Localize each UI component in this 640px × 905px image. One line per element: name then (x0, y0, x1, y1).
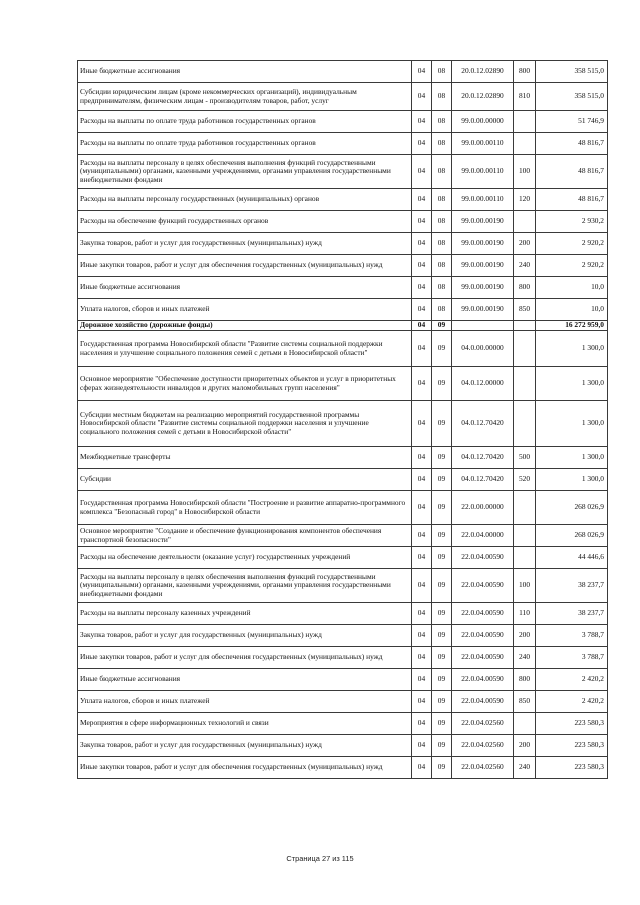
cell-section: 04 (412, 691, 432, 713)
table-row (78, 321, 608, 331)
cell-subsection: 08 (432, 133, 452, 155)
budget-table-container (77, 60, 607, 779)
cell-target-article: 99.0.00.00190 (452, 277, 514, 299)
cell-target-article: 99.0.00.00110 (452, 155, 514, 189)
cell-expense-type: 800 (514, 277, 536, 299)
cell-target-article: 04.0.12.70420 (452, 447, 514, 469)
cell-name: Дорожное хозяйство (дорожные фонды) (78, 321, 412, 331)
cell-section: 04 (412, 603, 432, 625)
cell-subsection: 09 (432, 669, 452, 691)
cell-subsection: 09 (432, 321, 452, 331)
cell-amount: 3 788,7 (536, 625, 608, 647)
cell-target-article: 20.0.12.02890 (452, 83, 514, 111)
table-row (78, 233, 608, 255)
cell-amount: 3 788,7 (536, 647, 608, 669)
cell-target-article (452, 321, 514, 331)
cell-expense-type (514, 321, 536, 331)
cell-amount: 10,0 (536, 277, 608, 299)
cell-expense-type (514, 401, 536, 447)
cell-section: 04 (412, 401, 432, 447)
cell-name: Расходы на обеспечение деятельности (оказание услуг) государственных учреждений (78, 547, 412, 569)
cell-section: 04 (412, 547, 432, 569)
cell-section: 04 (412, 735, 432, 757)
cell-section: 04 (412, 277, 432, 299)
cell-subsection: 09 (432, 569, 452, 603)
table-row (78, 547, 608, 569)
table-row (78, 61, 608, 83)
cell-name: Уплата налогов, сборов и иных платежей (78, 299, 412, 321)
cell-target-article: 04.0.00.00000 (452, 331, 514, 367)
cell-target-article: 99.0.00.00110 (452, 189, 514, 211)
cell-subsection: 08 (432, 299, 452, 321)
cell-amount: 1 300,0 (536, 469, 608, 491)
cell-name: Иные закупки товаров, работ и услуг для обеспечения государственных (муниципальных) нужд (78, 757, 412, 779)
cell-expense-type: 240 (514, 757, 536, 779)
cell-target-article: 99.0.00.00190 (452, 299, 514, 321)
cell-amount: 2 920,2 (536, 255, 608, 277)
cell-amount: 2 420,2 (536, 669, 608, 691)
cell-amount: 48 816,7 (536, 189, 608, 211)
cell-target-article: 22.0.04.00590 (452, 603, 514, 625)
cell-amount: 1 300,0 (536, 401, 608, 447)
cell-name: Иные бюджетные ассигнования (78, 669, 412, 691)
cell-section: 04 (412, 469, 432, 491)
cell-target-article: 99.0.00.00190 (452, 233, 514, 255)
cell-amount: 38 237,7 (536, 603, 608, 625)
table-row (78, 491, 608, 525)
cell-expense-type: 100 (514, 155, 536, 189)
cell-section: 04 (412, 669, 432, 691)
cell-subsection: 08 (432, 233, 452, 255)
cell-expense-type: 850 (514, 299, 536, 321)
table-row (78, 647, 608, 669)
cell-subsection: 09 (432, 547, 452, 569)
cell-subsection: 09 (432, 691, 452, 713)
cell-expense-type (514, 331, 536, 367)
cell-section: 04 (412, 491, 432, 525)
cell-name: Иные бюджетные ассигнования (78, 61, 412, 83)
cell-name: Расходы на выплаты по оплате труда работников государственных органов (78, 111, 412, 133)
table-row (78, 331, 608, 367)
cell-target-article: 22.0.04.00590 (452, 691, 514, 713)
cell-target-article: 99.0.00.00190 (452, 255, 514, 277)
cell-expense-type (514, 547, 536, 569)
cell-expense-type (514, 111, 536, 133)
table-row (78, 713, 608, 735)
cell-target-article: 99.0.00.00110 (452, 133, 514, 155)
table-row (78, 155, 608, 189)
cell-target-article: 22.0.00.00000 (452, 491, 514, 525)
cell-target-article: 99.0.00.00000 (452, 111, 514, 133)
cell-section: 04 (412, 647, 432, 669)
table-row (78, 299, 608, 321)
table-row (78, 447, 608, 469)
cell-expense-type: 520 (514, 469, 536, 491)
cell-expense-type (514, 491, 536, 525)
cell-amount: 223 580,3 (536, 757, 608, 779)
cell-amount: 1 300,0 (536, 331, 608, 367)
cell-section: 04 (412, 569, 432, 603)
cell-subsection: 09 (432, 713, 452, 735)
table-row (78, 569, 608, 603)
page-footer: Страница 27 из 115 (286, 854, 354, 863)
cell-amount: 268 026,9 (536, 491, 608, 525)
cell-name: Расходы на выплаты персоналу в целях обеспечения выполнения функций государственными (муниципальными) органами, казенными учреждениями, органами управления государственными внебюджетными фондами (78, 569, 412, 603)
cell-name: Субсидии местным бюджетам на реализацию мероприятий государственной программы Новосибирской области "Развитие системы социальной поддержки населения и улучшение социального положения семей с детьми в Новосибирской области" (78, 401, 412, 447)
cell-target-article: 04.0.12.70420 (452, 401, 514, 447)
cell-name: Иные закупки товаров, работ и услуг для обеспечения государственных (муниципальных) нужд (78, 255, 412, 277)
cell-subsection: 09 (432, 647, 452, 669)
cell-subsection: 09 (432, 367, 452, 401)
cell-section: 04 (412, 367, 432, 401)
table-row (78, 691, 608, 713)
budget-table (77, 60, 608, 779)
cell-subsection: 09 (432, 625, 452, 647)
cell-target-article: 22.0.04.02560 (452, 757, 514, 779)
budget-table-body (78, 61, 608, 779)
cell-section: 04 (412, 189, 432, 211)
cell-name: Иные закупки товаров, работ и услуг для обеспечения государственных (муниципальных) нужд (78, 647, 412, 669)
cell-subsection: 09 (432, 401, 452, 447)
table-row (78, 401, 608, 447)
cell-section: 04 (412, 321, 432, 331)
cell-expense-type: 100 (514, 569, 536, 603)
table-row (78, 255, 608, 277)
cell-subsection: 09 (432, 603, 452, 625)
cell-name: Закупка товаров, работ и услуг для государственных (муниципальных) нужд (78, 625, 412, 647)
cell-section: 04 (412, 625, 432, 647)
cell-section: 04 (412, 133, 432, 155)
cell-subsection: 08 (432, 61, 452, 83)
cell-expense-type: 850 (514, 691, 536, 713)
table-row (78, 277, 608, 299)
cell-name: Иные бюджетные ассигнования (78, 277, 412, 299)
cell-name: Расходы на выплаты персоналу в целях обеспечения выполнения функций государственными (муниципальными) органами, казенными учреждениями, органами управления государственными внебюджетными фондами (78, 155, 412, 189)
cell-section: 04 (412, 255, 432, 277)
cell-target-article: 22.0.04.02560 (452, 713, 514, 735)
cell-expense-type: 240 (514, 647, 536, 669)
cell-subsection: 08 (432, 83, 452, 111)
cell-name: Основное мероприятие "Создание и обеспечение функционирования компонентов обеспечения транспортной безопасности" (78, 525, 412, 547)
cell-target-article: 20.0.12.02890 (452, 61, 514, 83)
cell-amount: 48 816,7 (536, 133, 608, 155)
cell-amount: 48 816,7 (536, 155, 608, 189)
table-row (78, 83, 608, 111)
cell-amount: 10,0 (536, 299, 608, 321)
cell-target-article: 22.0.04.00590 (452, 547, 514, 569)
cell-expense-type: 120 (514, 189, 536, 211)
cell-subsection: 08 (432, 277, 452, 299)
cell-subsection: 09 (432, 469, 452, 491)
cell-target-article: 22.0.04.00590 (452, 647, 514, 669)
cell-name: Уплата налогов, сборов и иных платежей (78, 691, 412, 713)
cell-amount: 38 237,7 (536, 569, 608, 603)
table-row (78, 669, 608, 691)
table-row (78, 625, 608, 647)
table-row (78, 211, 608, 233)
cell-expense-type (514, 211, 536, 233)
cell-amount: 2 930,2 (536, 211, 608, 233)
cell-name: Государственная программа Новосибирской области "Построение и развитие аппаратно-программного комплекса "Безопасный город" в Новосибирской области (78, 491, 412, 525)
cell-section: 04 (412, 211, 432, 233)
cell-section: 04 (412, 111, 432, 133)
table-row (78, 189, 608, 211)
cell-name: Основное мероприятие "Обеспечение доступности приоритетных объектов и услуг в приоритетных сферах жизнедеятельности инвалидов и других маломобильных групп населения" (78, 367, 412, 401)
cell-subsection: 09 (432, 331, 452, 367)
cell-section: 04 (412, 331, 432, 367)
cell-section: 04 (412, 713, 432, 735)
table-row (78, 735, 608, 757)
cell-expense-type: 200 (514, 625, 536, 647)
cell-name: Закупка товаров, работ и услуг для государственных (муниципальных) нужд (78, 233, 412, 255)
cell-expense-type: 810 (514, 83, 536, 111)
cell-name: Расходы на выплаты персоналу государственных (муниципальных) органов (78, 189, 412, 211)
cell-subsection: 09 (432, 735, 452, 757)
cell-target-article: 22.0.04.02560 (452, 735, 514, 757)
table-row (78, 603, 608, 625)
cell-section: 04 (412, 61, 432, 83)
cell-expense-type: 200 (514, 735, 536, 757)
cell-amount: 358 515,0 (536, 61, 608, 83)
cell-name: Мероприятия в сфере информационных технологий и связи (78, 713, 412, 735)
cell-amount: 2 920,2 (536, 233, 608, 255)
cell-amount: 1 300,0 (536, 447, 608, 469)
cell-amount: 2 420,2 (536, 691, 608, 713)
cell-expense-type: 800 (514, 61, 536, 83)
cell-section: 04 (412, 83, 432, 111)
cell-subsection: 08 (432, 189, 452, 211)
cell-amount: 16 272 959,0 (536, 321, 608, 331)
cell-name: Субсидии юридическим лицам (кроме некоммерческих организаций), индивидуальным предпринимателям, физическим лицам - производителям товаров, работ, услуг (78, 83, 412, 111)
cell-amount: 268 026,9 (536, 525, 608, 547)
cell-expense-type (514, 713, 536, 735)
table-row (78, 757, 608, 779)
table-row (78, 469, 608, 491)
cell-subsection: 08 (432, 111, 452, 133)
cell-subsection: 09 (432, 491, 452, 525)
cell-subsection: 08 (432, 155, 452, 189)
cell-target-article: 99.0.00.00190 (452, 211, 514, 233)
table-row (78, 367, 608, 401)
cell-expense-type (514, 525, 536, 547)
cell-amount: 44 446,6 (536, 547, 608, 569)
cell-expense-type (514, 133, 536, 155)
table-row (78, 111, 608, 133)
cell-target-article: 22.0.04.00000 (452, 525, 514, 547)
cell-section: 04 (412, 299, 432, 321)
cell-section: 04 (412, 233, 432, 255)
cell-amount: 1 300,0 (536, 367, 608, 401)
cell-expense-type: 800 (514, 669, 536, 691)
table-row (78, 525, 608, 547)
cell-section: 04 (412, 757, 432, 779)
cell-amount: 51 746,9 (536, 111, 608, 133)
cell-section: 04 (412, 447, 432, 469)
cell-name: Закупка товаров, работ и услуг для государственных (муниципальных) нужд (78, 735, 412, 757)
cell-target-article: 22.0.04.00590 (452, 669, 514, 691)
cell-subsection: 08 (432, 255, 452, 277)
cell-name: Расходы на обеспечение функций государственных органов (78, 211, 412, 233)
cell-name: Расходы на выплаты персоналу казенных учреждений (78, 603, 412, 625)
cell-target-article: 04.0.12.70420 (452, 469, 514, 491)
cell-name: Межбюджетные трансферты (78, 447, 412, 469)
cell-expense-type: 500 (514, 447, 536, 469)
cell-subsection: 09 (432, 447, 452, 469)
table-row (78, 133, 608, 155)
cell-subsection: 08 (432, 211, 452, 233)
cell-expense-type: 240 (514, 255, 536, 277)
cell-target-article: 04.0.12.00000 (452, 367, 514, 401)
cell-amount: 358 515,0 (536, 83, 608, 111)
cell-expense-type: 200 (514, 233, 536, 255)
cell-amount: 223 580,3 (536, 735, 608, 757)
cell-expense-type: 110 (514, 603, 536, 625)
cell-name: Субсидии (78, 469, 412, 491)
cell-name: Расходы на выплаты по оплате труда работников государственных органов (78, 133, 412, 155)
cell-section: 04 (412, 155, 432, 189)
cell-section: 04 (412, 525, 432, 547)
cell-target-article: 22.0.04.00590 (452, 625, 514, 647)
cell-subsection: 09 (432, 757, 452, 779)
cell-target-article: 22.0.04.00590 (452, 569, 514, 603)
cell-amount: 223 580,3 (536, 713, 608, 735)
cell-subsection: 09 (432, 525, 452, 547)
cell-expense-type (514, 367, 536, 401)
cell-name: Государственная программа Новосибирской области "Развитие системы социальной поддержки населения и улучшение социального положения семей с детьми в Новосибирской области" (78, 331, 412, 367)
